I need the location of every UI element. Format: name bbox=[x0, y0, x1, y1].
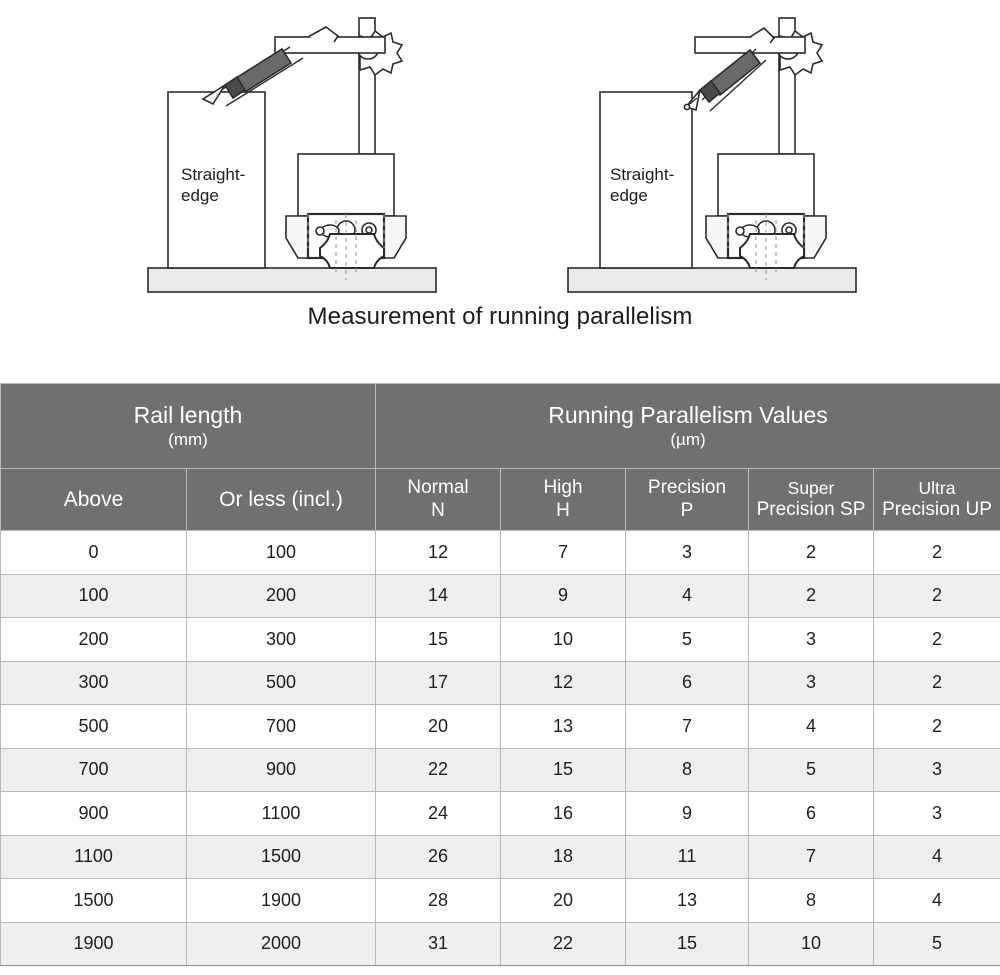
cell-ultra-precision: 2 bbox=[874, 705, 1000, 749]
cell-or-less: 500 bbox=[187, 661, 376, 705]
cell-super-precision: 3 bbox=[749, 618, 874, 662]
specification-table-wrapper bbox=[0, 383, 1000, 966]
cell-high: 12 bbox=[501, 661, 626, 705]
cell-super-precision: 10 bbox=[749, 922, 874, 966]
header-values-title: Running Parallelism Values bbox=[548, 402, 828, 429]
cell-above: 900 bbox=[1, 792, 187, 836]
header-row-columns bbox=[1, 469, 1000, 531]
cell-normal: 17 bbox=[376, 661, 501, 705]
header-rail-length bbox=[1, 384, 376, 469]
cell-normal: 14 bbox=[376, 574, 501, 618]
table-row bbox=[1, 879, 1000, 923]
cell-high: 16 bbox=[501, 792, 626, 836]
cell-high: 13 bbox=[501, 705, 626, 749]
cell-above: 1500 bbox=[1, 879, 187, 923]
table-row bbox=[1, 922, 1000, 966]
cell-precision: 15 bbox=[626, 922, 749, 966]
cell-ultra-precision: 5 bbox=[874, 922, 1000, 966]
cell-or-less: 1100 bbox=[187, 792, 376, 836]
cell-precision: 11 bbox=[626, 835, 749, 879]
header-row-group bbox=[1, 384, 1000, 469]
grade-super-code: Precision SP bbox=[756, 498, 866, 520]
table-row bbox=[1, 835, 1000, 879]
grade-ultra-name: Ultra bbox=[918, 477, 956, 498]
cell-normal: 12 bbox=[376, 531, 501, 575]
header-grade-ultra-precision bbox=[874, 469, 1000, 531]
header-grade-precision bbox=[626, 469, 749, 531]
cell-above: 1100 bbox=[1, 835, 187, 879]
cell-high: 20 bbox=[501, 879, 626, 923]
table-row bbox=[1, 574, 1000, 618]
grade-normal-name: Normal bbox=[407, 476, 469, 498]
straightedge-label-left-line2: edge bbox=[181, 186, 219, 205]
cell-normal: 15 bbox=[376, 618, 501, 662]
cell-or-less: 2000 bbox=[187, 922, 376, 966]
cell-ultra-precision: 4 bbox=[874, 835, 1000, 879]
grade-high-name: High bbox=[543, 476, 583, 498]
cell-precision: 4 bbox=[626, 574, 749, 618]
cell-super-precision: 8 bbox=[749, 879, 874, 923]
cell-super-precision: 2 bbox=[749, 531, 874, 575]
cell-super-precision: 7 bbox=[749, 835, 874, 879]
cell-super-precision: 4 bbox=[749, 705, 874, 749]
cell-normal: 31 bbox=[376, 922, 501, 966]
cell-or-less: 200 bbox=[187, 574, 376, 618]
diagram-parallelism-vertical bbox=[140, 8, 450, 298]
cell-super-precision: 2 bbox=[749, 574, 874, 618]
straightedge-label-right-line2: edge bbox=[610, 186, 648, 205]
grade-super-name: Super bbox=[787, 477, 835, 498]
table-row bbox=[1, 748, 1000, 792]
cell-normal: 26 bbox=[376, 835, 501, 879]
table-row bbox=[1, 661, 1000, 705]
cell-super-precision: 6 bbox=[749, 792, 874, 836]
cell-normal: 22 bbox=[376, 748, 501, 792]
cell-high: 10 bbox=[501, 618, 626, 662]
straightedge-label-left: Straight- bbox=[181, 165, 246, 184]
cell-or-less: 1900 bbox=[187, 879, 376, 923]
table-row bbox=[1, 705, 1000, 749]
table-row bbox=[1, 531, 1000, 575]
diagram-parallelism-horizontal bbox=[560, 8, 870, 298]
cell-or-less: 900 bbox=[187, 748, 376, 792]
cell-or-less: 1500 bbox=[187, 835, 376, 879]
cell-ultra-precision: 2 bbox=[874, 531, 1000, 575]
table-body bbox=[1, 531, 1000, 966]
cell-above: 100 bbox=[1, 574, 187, 618]
cell-precision: 6 bbox=[626, 661, 749, 705]
cell-above: 0 bbox=[1, 531, 187, 575]
cell-ultra-precision: 3 bbox=[874, 792, 1000, 836]
cell-ultra-precision: 2 bbox=[874, 661, 1000, 705]
measurement-diagrams bbox=[0, 0, 1000, 300]
cell-above: 300 bbox=[1, 661, 187, 705]
header-or-less: Or less (incl.) bbox=[187, 469, 376, 531]
cell-precision: 8 bbox=[626, 748, 749, 792]
header-grade-super-precision bbox=[749, 469, 874, 531]
table-header bbox=[1, 384, 1000, 531]
figure-caption: Measurement of running parallelism bbox=[307, 303, 693, 330]
straightedge-label-right: Straight- bbox=[610, 165, 675, 184]
header-grade-high bbox=[501, 469, 626, 531]
cell-precision: 9 bbox=[626, 792, 749, 836]
cell-ultra-precision: 4 bbox=[874, 879, 1000, 923]
cell-above: 200 bbox=[1, 618, 187, 662]
cell-super-precision: 3 bbox=[749, 661, 874, 705]
cell-high: 9 bbox=[501, 574, 626, 618]
cell-precision: 7 bbox=[626, 705, 749, 749]
cell-or-less: 100 bbox=[187, 531, 376, 575]
header-parallelism-values bbox=[376, 384, 1000, 469]
table-row bbox=[1, 618, 1000, 662]
cell-normal: 20 bbox=[376, 705, 501, 749]
cell-or-less: 700 bbox=[187, 705, 376, 749]
table-row bbox=[1, 792, 1000, 836]
cell-above: 500 bbox=[1, 705, 187, 749]
header-rail-length-unit: (mm) bbox=[168, 429, 208, 449]
cell-ultra-precision: 3 bbox=[874, 748, 1000, 792]
header-rail-length-title: Rail length bbox=[133, 402, 243, 429]
cell-precision: 5 bbox=[626, 618, 749, 662]
cell-high: 22 bbox=[501, 922, 626, 966]
cell-high: 7 bbox=[501, 531, 626, 575]
cell-normal: 28 bbox=[376, 879, 501, 923]
cell-super-precision: 5 bbox=[749, 748, 874, 792]
grade-precision-name: Precision bbox=[647, 476, 727, 498]
header-values-unit: (µm) bbox=[670, 429, 706, 449]
cell-precision: 3 bbox=[626, 531, 749, 575]
cell-ultra-precision: 2 bbox=[874, 618, 1000, 662]
header-above: Above bbox=[1, 469, 187, 531]
cell-precision: 13 bbox=[626, 879, 749, 923]
header-grade-normal bbox=[376, 469, 501, 531]
grade-precision-code: P bbox=[680, 499, 694, 521]
cell-or-less: 300 bbox=[187, 618, 376, 662]
cell-above: 1900 bbox=[1, 922, 187, 966]
cell-high: 18 bbox=[501, 835, 626, 879]
cell-high: 15 bbox=[501, 748, 626, 792]
running-parallelism-table bbox=[0, 383, 1000, 966]
cell-ultra-precision: 2 bbox=[874, 574, 1000, 618]
grade-normal-code: N bbox=[431, 499, 445, 521]
cell-normal: 24 bbox=[376, 792, 501, 836]
cell-above: 700 bbox=[1, 748, 187, 792]
grade-ultra-code: Precision UP bbox=[882, 498, 992, 520]
grade-high-code: H bbox=[556, 499, 570, 521]
